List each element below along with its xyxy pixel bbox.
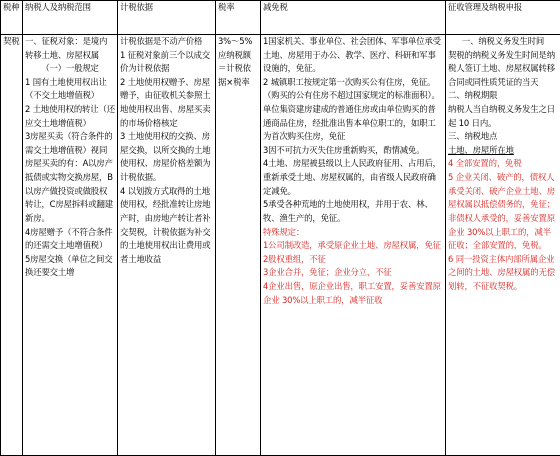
header-taxpayer-scope: 纳税人及纳税范围 (23, 1, 118, 35)
header-row (1, 1, 560, 35)
exemption-line: 1公司制改造，承受原企业土地、房屋权属，免征 (263, 239, 443, 253)
scope-line: 3房屋买卖（符合条件的需交土地增值税）视同房屋买卖的有：A以房产抵债或实物交换房屋，B以房产做投资或做股权转让，C房屋拆料或翻建新房。 (25, 130, 115, 225)
management-line: 二、纳税期限 (448, 89, 558, 103)
management-line: 5 企业关闭、破产的，债权人承受关闭、破产企业土地、房屋权属以抵偿债务的，免征；非债权人承受的，妥善安置原企业 30%以上职工的，减半征收；全部安置的，免税。 (448, 171, 558, 253)
header-tax-basis: 计税依据 (118, 1, 216, 35)
exemptions-cell (261, 35, 446, 456)
basis-line: 计税依据是不动产价格 (120, 35, 213, 49)
exemption-line: 2股权重组，不征 (263, 253, 443, 267)
exemption-line: 3因不可抗力灭失住房重新购买，酌情减免。 (263, 144, 443, 158)
management-line: 土地、房屋所在地 (448, 144, 558, 158)
management-line: 6 同一投资主体内部所属企业之间的土地、房屋权属的无偿划转，不征收契税。 (448, 253, 558, 294)
basis-line: 1 征税对象前三个以成交价为计税依据 (120, 49, 213, 76)
exemption-line: 5承受各种荒地的土地使用权，并用于农、林、牧、渔生产的，免征。 (263, 198, 443, 225)
tax-name-cell: 契税 (1, 35, 23, 456)
management-line: 契税的纳税义务发生时间是纳税人签订土地、房屋权属转移合同或同性质凭证的当天 (448, 49, 558, 90)
basis-line: 3 土地使用权的交换、房屋交换，以所交换的土地使用权、房屋价格差额为计税依据。 (120, 130, 213, 184)
management-line: 一、纳税义务发生时间 (448, 35, 558, 49)
scope-line: 1 国有土地使用权出让（不交土地增值税） (25, 76, 115, 103)
scope-line: 4房屋赠予（不符合条件的还需交土地增值税） (25, 226, 115, 253)
rate-cell: 3%～5%应纳税额＝计税依据×税率 (216, 35, 261, 456)
exemption-line: 3企业合并，免征；企业分立，不征 (263, 266, 443, 280)
header-management: 征收管理及纳税申报 (446, 1, 560, 35)
management-line: 三、纳税地点 (448, 130, 558, 144)
exemption-line: 1国家机关、事业单位、社会团体、军事单位承受土地、房屋用于办公、教学、医疗、科研和军事设施的，免征。 (263, 35, 443, 76)
scope-cell (23, 35, 118, 456)
basis-line: 4 以划拨方式取得的土地使用权，经批准转让房地产时，由房地产转让者补交契税，计税依据为补交的土地使用权出让费用或者土地收益 (120, 185, 213, 267)
table-row (1, 35, 560, 456)
exemption-line: 4企业出售，原企业出售，职工安置，妥善安置原企业 30%以上职工的，减半征收 (263, 280, 443, 307)
scope-line: （一）一般规定 (25, 62, 115, 76)
scope-line: 5房屋交换（单位之间交换还要交土增 (25, 253, 115, 280)
exemption-line: 4土地、房屋被县级以上人民政府征用、占用后，重新承受土地、房屋权属的，由省级人民政府确定减免。 (263, 157, 443, 198)
header-tax-rate: 税率 (216, 1, 261, 35)
exemption-line: 2 城镇职工按规定第一次购买公有住房，免征。（购买的公有住房不超过国家规定的标准面积）。单位集资建房建成的普通住房或由单位购买的普通商品住房，经批准出售本单位职工的，如职工为首次购买住房，免征 (263, 76, 443, 144)
scope-line: 2 土地使用权的转让（还应交土地增值税） (25, 103, 115, 130)
header-exemptions: 减免税 (261, 1, 446, 35)
management-line: 纳税人当自纳税义务发生之日起 10 日内。 (448, 103, 558, 130)
management-cell (446, 35, 560, 456)
special-rules-heading: 特殊规定： (263, 226, 443, 240)
header-tax-type: 税种 (1, 1, 23, 35)
scope-line: 一、征税对象：是境内转移土地、房屋权属 (25, 35, 115, 62)
management-line: 4 全部安置的，免税 (448, 157, 558, 171)
basis-line: 2 土地使用权赠予、房屋赠予，由征收机关参照土地使用权出售、房屋买卖的市场价格核定 (120, 76, 213, 130)
basis-cell (118, 35, 216, 456)
